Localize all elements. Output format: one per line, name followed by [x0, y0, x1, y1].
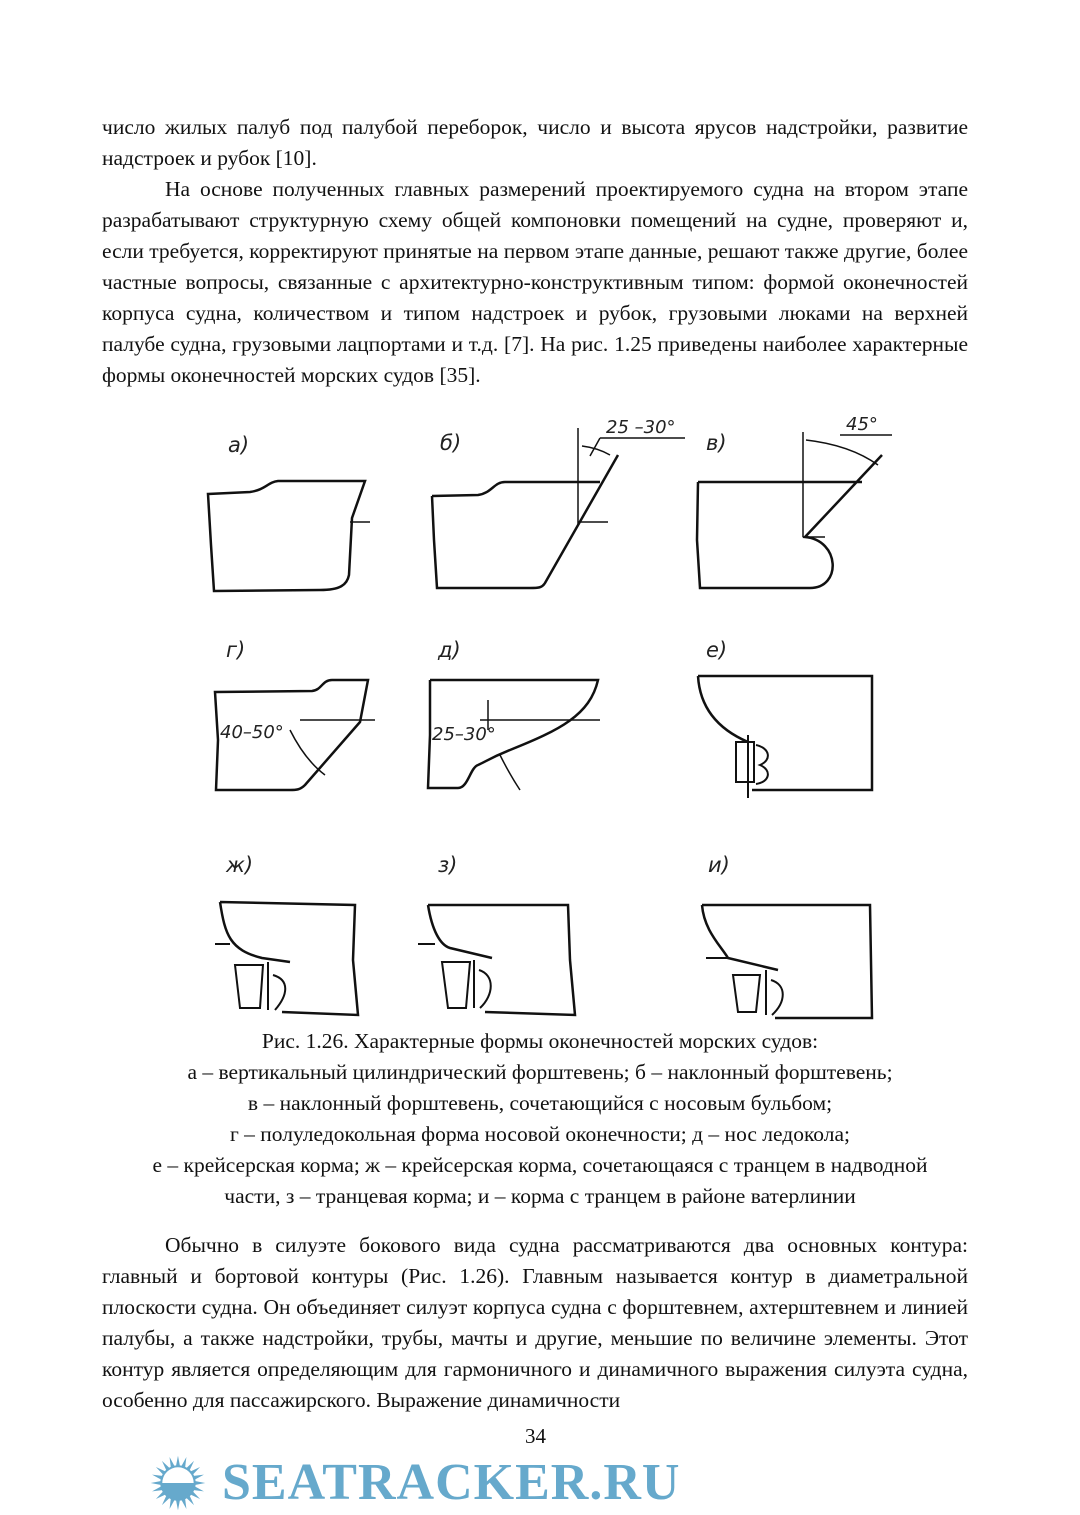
angle-label-d: 25–30° — [432, 724, 496, 745]
caption-line: в – наклонный форштевень, сочетающийся с носовым бульбом; — [247, 1091, 833, 1115]
label-a: а) — [228, 433, 250, 457]
hull-z — [428, 905, 575, 1015]
label-i: и) — [708, 853, 730, 877]
caption-line: е – крейсерская корма; ж – крейсерская корма, сочетающаяся с транцем в надводной — [152, 1153, 928, 1177]
label-g: г) — [226, 638, 246, 662]
caption-line: Рис. 1.26. Характерные формы оконечностей морских судов: — [261, 1029, 819, 1053]
watermark: SEATRACKER.RU — [222, 1454, 681, 1511]
label-d: д) — [438, 638, 461, 662]
caption-line: а – вертикальный цилиндрический форштевень; б – наклонный форштевень; — [187, 1060, 893, 1084]
angle-label-g: 40–50° — [220, 722, 284, 743]
hull-v — [697, 455, 882, 588]
label-b: б) — [440, 431, 462, 455]
caption-line: г – полуледокольная форма носовой оконечности; д – нос ледокола; — [229, 1122, 851, 1146]
watermark-row — [150, 1454, 930, 1512]
hull-e — [698, 676, 872, 790]
paragraph-1: число жилых палуб под палубой переборок, число и высота ярусов надстройки, развитие надстроек и рубок [10]. — [102, 115, 968, 170]
sun-ray — [176, 1456, 180, 1467]
angle-label-v: 45° — [846, 414, 878, 435]
sun-ray — [152, 1486, 163, 1491]
label-zh: ж) — [226, 853, 254, 877]
sun-ray — [181, 1457, 186, 1468]
label-e: е) — [706, 638, 728, 662]
page-number: 34 — [525, 1424, 546, 1448]
sun-ray — [170, 1498, 175, 1509]
sunburst-logo-icon — [150, 1454, 208, 1512]
label-z: з) — [438, 853, 458, 877]
sun-ray — [170, 1457, 175, 1468]
sun-ray — [193, 1475, 204, 1480]
sun-ray — [193, 1486, 204, 1491]
paragraph-2: На основе полученных главных размерений проектируемого судна на втором этапе разрабатывают структурную схему общей компоновки помещений на судне, проверяют и, если требуется, корректируют принятые на первом этапе данные, решают также другие, более частные вопросы, связанные с архитектурно-конструктивным типом: формой оконечностей корпуса судна, количеством и типом надстроек и рубок, грузовыми люками на верхней палубе судна, грузовыми лацпортами и т.д. [7]. На рис. 1.25 приведены наиболее характерные формы оконечностей морских судов [35]. — [102, 177, 968, 387]
caption-line: части, з – транцевая корма; и – корма с транцем в районе ватерлинии — [224, 1184, 856, 1208]
hull-i — [702, 905, 872, 1018]
sun-ray — [151, 1481, 162, 1485]
sun-ray — [181, 1498, 186, 1509]
label-v: в) — [706, 431, 727, 455]
hull-a — [208, 481, 365, 591]
paragraph-3: Обычно в силуэте бокового вида судна рассматриваются два основных контура: главный и бортовой контуры (Рис. 1.26). Главным называется контур в диаметральной плоскости судна. Он объединяет силуэт корпуса судна с форштевнем, ахтерштевнем и линией палубы, а также надстройки, трубы, мачты и другие, меньшие по величине элементы. Этот контур является определяющим для гармоничного и динамичного выражения силуэта судна, особенно для пассажирского. Выражение динамичности — [102, 1233, 968, 1412]
sun-ray — [194, 1481, 205, 1485]
figure-caption — [100, 1026, 980, 1212]
angle-label-b: 25 –30° — [606, 417, 676, 438]
sun-ray — [176, 1499, 180, 1510]
hull-zh — [220, 902, 358, 1015]
sun-ray — [152, 1475, 163, 1480]
